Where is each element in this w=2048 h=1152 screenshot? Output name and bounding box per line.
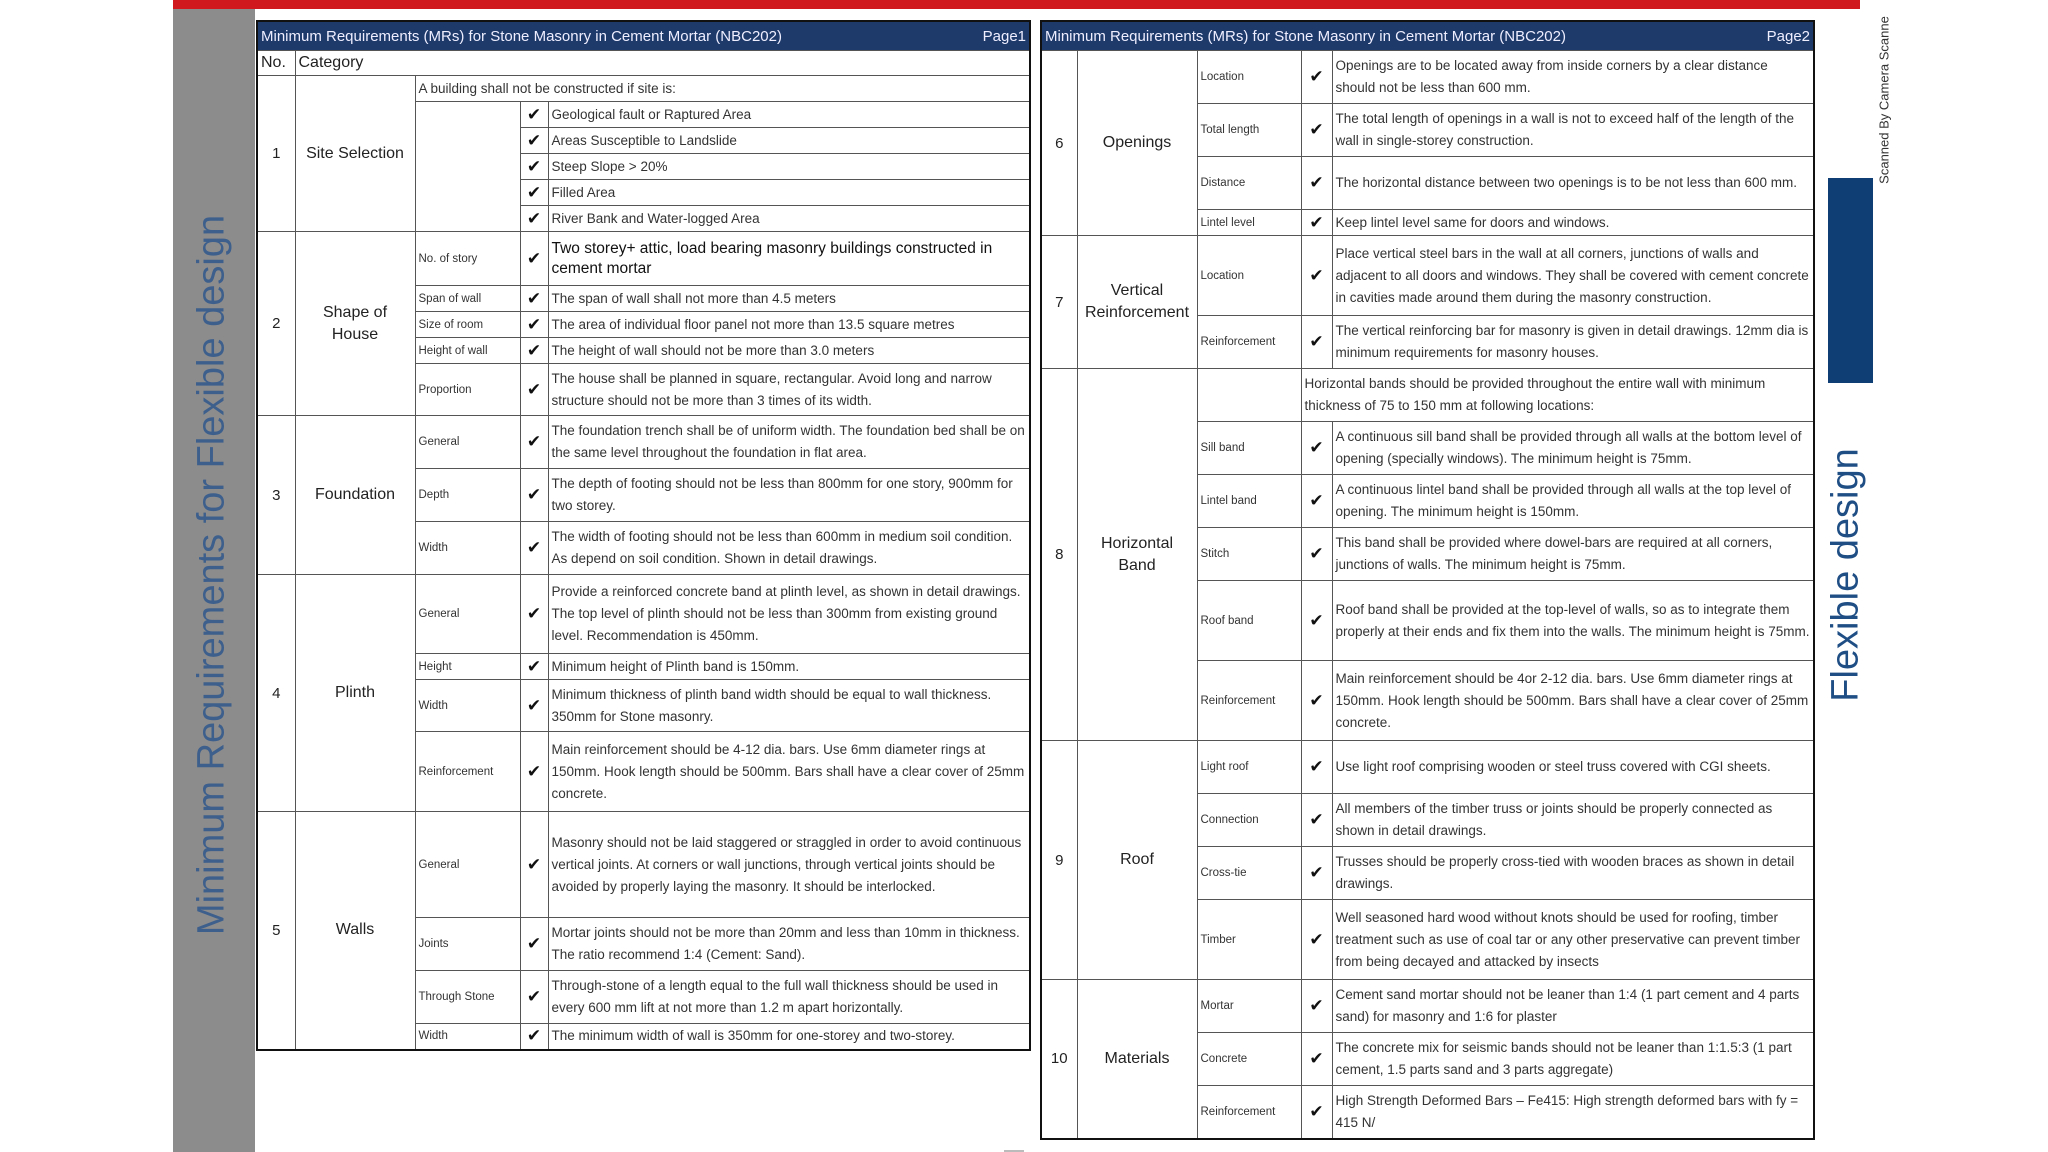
table-row [257,232,1030,286]
table-row [257,575,1030,654]
requirement-text: The concrete mix for seismic bands should not be leaner than 1:1.5:3 (1 part cement, 1.5 parts sand and 3 parts aggregate) [1332,1033,1814,1086]
requirement-text: The house shall be planned in square, rectangular. Avoid long and narrow structure should not be more than 3 times of its width. [548,364,1030,416]
check-icon: ✔ [1301,104,1332,157]
subcategory-label: Lintel level [1197,210,1301,236]
subcategory-label: Timber [1197,900,1301,980]
page1-number: Page1 [982,27,1027,45]
table-title-row [1041,21,1814,51]
check-icon: ✔ [1301,51,1332,104]
check-icon: ✔ [1301,475,1332,528]
requirement-text: Two storey+ attic, load bearing masonry buildings constructed in cement mortar [548,232,1030,286]
subcategory-label: Mortar [1197,980,1301,1033]
table-row [1041,980,1814,1033]
subcategory-label: Connection [1197,794,1301,847]
category-vertical-reinforcement: Vertical Reinforcement [1077,236,1197,369]
subcategory-label: Through Stone [415,971,520,1024]
column-header-row [257,51,1030,76]
col-header-category: Category [295,51,1030,76]
subcategory-label: Width [415,522,520,575]
row-number: 9 [1041,741,1077,980]
check-icon: ✔ [520,971,548,1024]
subcategory-label: Reinforcement [1197,661,1301,741]
check-icon: ✔ [520,364,548,416]
side-label: Flexible design [1824,448,1867,702]
subcategory-label: Stitch [1197,528,1301,581]
row-number: 2 [257,232,295,416]
row-number: 3 [257,416,295,575]
requirement-text: Masonry should not be laid staggered or straggled in order to avoid continuous vertical joints. At corners or wall junctions, through vertical joints should be avoided by properly laying the masonry. It should be interlocked. [548,812,1030,918]
table-row [257,76,1030,102]
requirement-text: Main reinforcement should be 4-12 dia. bars. Use 6mm diameter rings at 150mm. Hook length should be 500mm. Bars shall have a clear cover of 25mm concrete. [548,732,1030,812]
check-icon: ✔ [520,469,548,522]
requirement-text: Openings are to be located away from inside corners by a clear distance should not be less than 600 mm. [1332,51,1814,104]
check-icon: ✔ [1301,1033,1332,1086]
check-icon: ✔ [520,206,548,232]
requirement-text: The minimum width of wall is 350mm for one-storey and two-storey. [548,1024,1030,1050]
requirement-text: This band shall be provided where dowel-bars are required at all corners, junctions of walls. The minimum height is 75mm. [1332,528,1814,581]
requirements-table-page2 [1040,20,1815,1140]
check-icon: ✔ [1301,210,1332,236]
subcategory-label: Cross-tie [1197,847,1301,900]
check-icon: ✔ [520,232,548,286]
subcategory-label: Lintel band [1197,475,1301,528]
subcategory-label: General [415,416,520,469]
requirement-text: A continuous sill band shall be provided through all walls at the bottom level of opening (specially windows). The minimum height is 75mm. [1332,422,1814,475]
subcategory-label: Light roof [1197,741,1301,794]
category-horizontal-band: Horizontal Band [1077,369,1197,741]
check-icon: ✔ [1301,316,1332,369]
requirement-text: Use light roof comprising wooden or steel truss covered with CGI sheets. [1332,741,1814,794]
check-icon: ✔ [1301,900,1332,980]
check-icon: ✔ [1301,422,1332,475]
sub-blank [1197,369,1301,422]
check-icon: ✔ [520,918,548,971]
check-icon: ✔ [1301,1086,1332,1139]
subcategory-label: Reinforcement [415,732,520,812]
subcategory-label: Proportion [415,364,520,416]
subcategory-label: Joints [415,918,520,971]
subcategory-label: Width [415,1024,520,1050]
requirement-text: High Strength Deformed Bars – Fe415: High strength deformed bars with fy = 415 N/ [1332,1086,1814,1139]
requirement-text: Main reinforcement should be 4or 2-12 dia. bars. Use 6mm diameter rings at 150mm. Hook length should be 500mm. Bars shall have a clear cover of 25mm concrete. [1332,661,1814,741]
subcategory-label: Width [415,680,520,732]
row-number: 10 [1041,980,1077,1139]
requirement-text: All members of the timber truss or joints should be properly connected as shown in detail drawings. [1332,794,1814,847]
site-item: River Bank and Water-logged Area [548,206,1030,232]
row-number: 4 [257,575,295,812]
check-icon: ✔ [520,286,548,312]
side-title: Minimum Requirements for Flexible design [190,214,233,936]
table-row [1041,741,1814,794]
check-icon: ✔ [520,180,548,206]
requirement-text: Roof band shall be provided at the top-level of walls, so as to integrate them properly at their ends and fix them into the walls. The minimum height is 75mm. [1332,581,1814,661]
check-icon: ✔ [520,812,548,918]
subcategory-label: Size of room [415,312,520,338]
table-title-row [257,21,1030,51]
check-icon: ✔ [1301,741,1332,794]
subcategory-label: Concrete [1197,1033,1301,1086]
row-number: 7 [1041,236,1077,369]
page1-title: Minimum Requirements (MRs) for Stone Masonry in Cement Mortar (NBC202) [261,27,782,45]
check-icon: ✔ [520,732,548,812]
check-icon: ✔ [520,102,548,128]
site-item: Geological fault or Raptured Area [548,102,1030,128]
category-shape-of-house: Shape of House [295,232,415,416]
category-roof: Roof [1077,741,1197,980]
requirement-text: Cement sand mortar should not be leaner than 1:4 (1 part cement and 4 parts sand) for masonry and 1:6 for plaster [1332,980,1814,1033]
subcategory-label: Span of wall [415,286,520,312]
subcategory-label: Location [1197,51,1301,104]
check-icon: ✔ [1301,794,1332,847]
site-intro: A building shall not be constructed if site is: [415,76,1030,102]
category-walls: Walls [295,812,415,1050]
requirement-text: The area of individual floor panel not more than 13.5 square metres [548,312,1030,338]
requirement-text: The span of wall shall not more than 4.5 meters [548,286,1030,312]
subcategory-label: No. of story [415,232,520,286]
check-icon: ✔ [520,1024,548,1050]
table-row [1041,369,1814,422]
check-icon: ✔ [520,654,548,680]
requirement-text: The width of footing should not be less than 600mm in medium soil condition. As depend on soil condition. Shown in detail drawings. [548,522,1030,575]
subcategory-label: Reinforcement [1197,316,1301,369]
page2-title: Minimum Requirements (MRs) for Stone Masonry in Cement Mortar (NBC202) [1045,27,1566,45]
subcategory-label: Height [415,654,520,680]
subcategory-label: Reinforcement [1197,1086,1301,1139]
row-number: 8 [1041,369,1077,741]
sub-blank [415,102,520,232]
category-openings: Openings [1077,51,1197,236]
subcategory-label: Roof band [1197,581,1301,661]
check-icon: ✔ [1301,980,1332,1033]
requirement-text: Mortar joints should not be more than 20mm and less than 10mm in thickness. The ratio recommend 1:4 (Cement: Sand). [548,918,1030,971]
requirement-text: The height of wall should not be more than 3.0 meters [548,338,1030,364]
col-header-no: No. [257,51,295,76]
accent-box [1828,178,1873,383]
row-number: 6 [1041,51,1077,236]
page2-header [1041,21,1814,51]
requirement-text: Well seasoned hard wood without knots should be used for roofing, timber treatment such as use of coal tar or any other preservative can prevent timber from being decayed and attacked by insects [1332,900,1814,980]
subcategory-label: Sill band [1197,422,1301,475]
subcategory-label: General [415,812,520,918]
check-icon: ✔ [1301,157,1332,210]
category-plinth: Plinth [295,575,415,812]
site-item: Filled Area [548,180,1030,206]
requirement-text: Keep lintel level same for doors and windows. [1332,210,1814,236]
subcategory-label: Distance [1197,157,1301,210]
check-icon: ✔ [1301,236,1332,316]
category-materials: Materials [1077,980,1197,1139]
site-item: Steep Slope > 20% [548,154,1030,180]
requirement-text: The horizontal distance between two openings is to be not less than 600 mm. [1332,157,1814,210]
table-row [257,416,1030,469]
top-red-bar [173,0,1860,9]
subcategory-label: Total length [1197,104,1301,157]
band-intro: Horizontal bands should be provided throughout the entire wall with minimum thickness of 75 to 150 mm at following locations: [1301,369,1814,422]
check-icon: ✔ [1301,528,1332,581]
table-row [1041,51,1814,104]
check-icon: ✔ [520,312,548,338]
category-foundation: Foundation [295,416,415,575]
page2-number: Page2 [1766,27,1811,45]
requirement-text: Trusses should be properly cross-tied with wooden braces as shown in detail drawings. [1332,847,1814,900]
requirement-text: The depth of footing should not be less than 800mm for one story, 900mm for two storey. [548,469,1030,522]
site-item: Areas Susceptible to Landslide [548,128,1030,154]
requirement-text: A continuous lintel band shall be provided through all walls at the top level of opening. The minimum height is 150mm. [1332,475,1814,528]
row-number: 5 [257,812,295,1050]
subcategory-label: Height of wall [415,338,520,364]
requirements-table-page1 [256,20,1031,1051]
row-number: 1 [257,76,295,232]
check-icon: ✔ [520,128,548,154]
page1-header [257,21,1030,51]
check-icon: ✔ [1301,847,1332,900]
check-icon: ✔ [520,680,548,732]
category-site-selection: Site Selection [295,76,415,232]
requirement-text: Through-stone of a length equal to the full wall thickness should be used in every 600 mm lift at not more than 1.2 m apart horizontally. [548,971,1030,1024]
requirement-text: The total length of openings in a wall is not to exceed half of the length of the wall in single-storey construction. [1332,104,1814,157]
check-icon: ✔ [520,522,548,575]
subcategory-label: Location [1197,236,1301,316]
requirement-text: Minimum thickness of plinth band width should be equal to wall thickness. 350mm for Stone masonry. [548,680,1030,732]
scanner-watermark: Scanned By Camera Scanne [1876,16,1892,184]
check-icon: ✔ [1301,661,1332,741]
requirement-text: Place vertical steel bars in the wall at all corners, junctions of walls and adjacent to all doors and windows. They shall be covered with cement concrete in cavities made around them during the masonry construction. [1332,236,1814,316]
table-row [257,812,1030,918]
requirement-text: Provide a reinforced concrete band at plinth level, as shown in detail drawings. The top level of plinth should not be less than 300mm from existing ground level. Recommendation is 450mm. [548,575,1030,654]
table-row [1041,236,1814,316]
requirement-text: The foundation trench shall be of uniform width. The foundation bed shall be on the same level throughout the foundation in flat area. [548,416,1030,469]
subcategory-label: General [415,575,520,654]
check-icon: ✔ [520,338,548,364]
requirement-text: Minimum height of Plinth band is 150mm. [548,654,1030,680]
check-icon: ✔ [520,154,548,180]
check-icon: ✔ [520,416,548,469]
requirement-text: The vertical reinforcing bar for masonry is given in detail drawings. 12mm dia is minimum requirements for masonry houses. [1332,316,1814,369]
check-icon: ✔ [1301,581,1332,661]
subcategory-label: Depth [415,469,520,522]
check-icon: ✔ [520,575,548,654]
